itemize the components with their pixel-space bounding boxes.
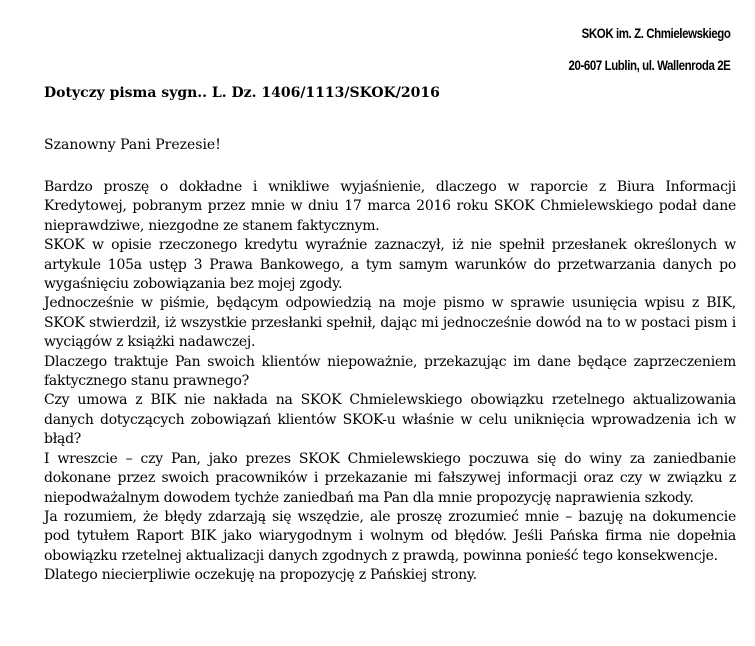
- paragraph-7: Ja rozumiem, że błędy zdarzają się wszędzie, ale proszę zrozumieć mnie – bazuję na dokumencie pod tytułem Raport BIK jako wiarygodnym i wolnym od błędów. Jeśli Pańska firma nie dopełnia obowiązku rzetelnej aktualizacji danych zgodnych z prawdą, powinna ponieść tego konsekwencje.: [44, 508, 736, 564]
- recipient-name: SKOK im. Z. Chmielewskiego: [581, 25, 730, 41]
- letter-subject: Dotyczy pisma sygn.. L. Dz. 1406/1113/SKOK/2016: [44, 85, 440, 101]
- paragraph-3: Jednocześnie w piśmie, będącym odpowiedzią na moje pismo w sprawie usunięcia wpisu z BIK, SKOK stwierdził, iż wszystkie przesłanki spełnił, dając mi jednocześnie dowód na to w postaci pism i wyciągów z książki nadawczej.: [44, 295, 736, 351]
- paragraph-1: Bardzo proszę o dokładne i wnikliwe wyjaśnienie, dlaczego w raporcie z Biura Informacji Kredytowej, pobranym przez mnie w dniu 17 marca 2016 roku SKOK Chmielewskiego podał dane nieprawdziwe, niezgodne ze stanem faktycznym.: [44, 179, 736, 234]
- letter-body: [44, 178, 736, 586]
- paragraph-5: Czy umowa z BIK nie nakłada na SKOK Chmielewskiego obowiązku rzetelnego aktualizowania danych dotyczących zobowiązań klientów SKOK-u właśnie w celu uniknięcia wprowadzenia ich w błąd?: [44, 392, 736, 448]
- recipient-address: 20-607 Lublin, ul. Wallenroda 2E: [568, 57, 730, 73]
- paragraph-6: I wreszcie – czy Pan, jako prezes SKOK Chmielewskiego poczuwa się do winy za zaniedbanie dokonane przez swoich pracowników i przekazanie mi fałszywej informacji oraz czy w związku z niepodważalnym dowodem tychże zaniedbań ma Pan dla mnie propozycję naprawienia szkody.: [44, 450, 736, 506]
- letter-greeting: Szanowny Pani Prezesie!: [44, 137, 221, 153]
- paragraph-8: Dlatego niecierpliwie oczekuję na propozycję z Pańskiej strony.: [44, 567, 477, 584]
- paragraph-4: Dlaczego traktuje Pan swoich klientów niepoważnie, przekazując im dane będące zaprzeczeniem faktycznego stanu prawnego?: [44, 353, 736, 390]
- paragraph-2: SKOK w opisie rzeczonego kredytu wyraźnie zaznaczył, iż nie spełnił przesłanek określonych w artykule 105a ustęp 3 Prawa Bankowego, a tym samym warunków do przetwarzania danych po wygaśnięciu zobowiązania bez mojej zgody.: [44, 237, 736, 293]
